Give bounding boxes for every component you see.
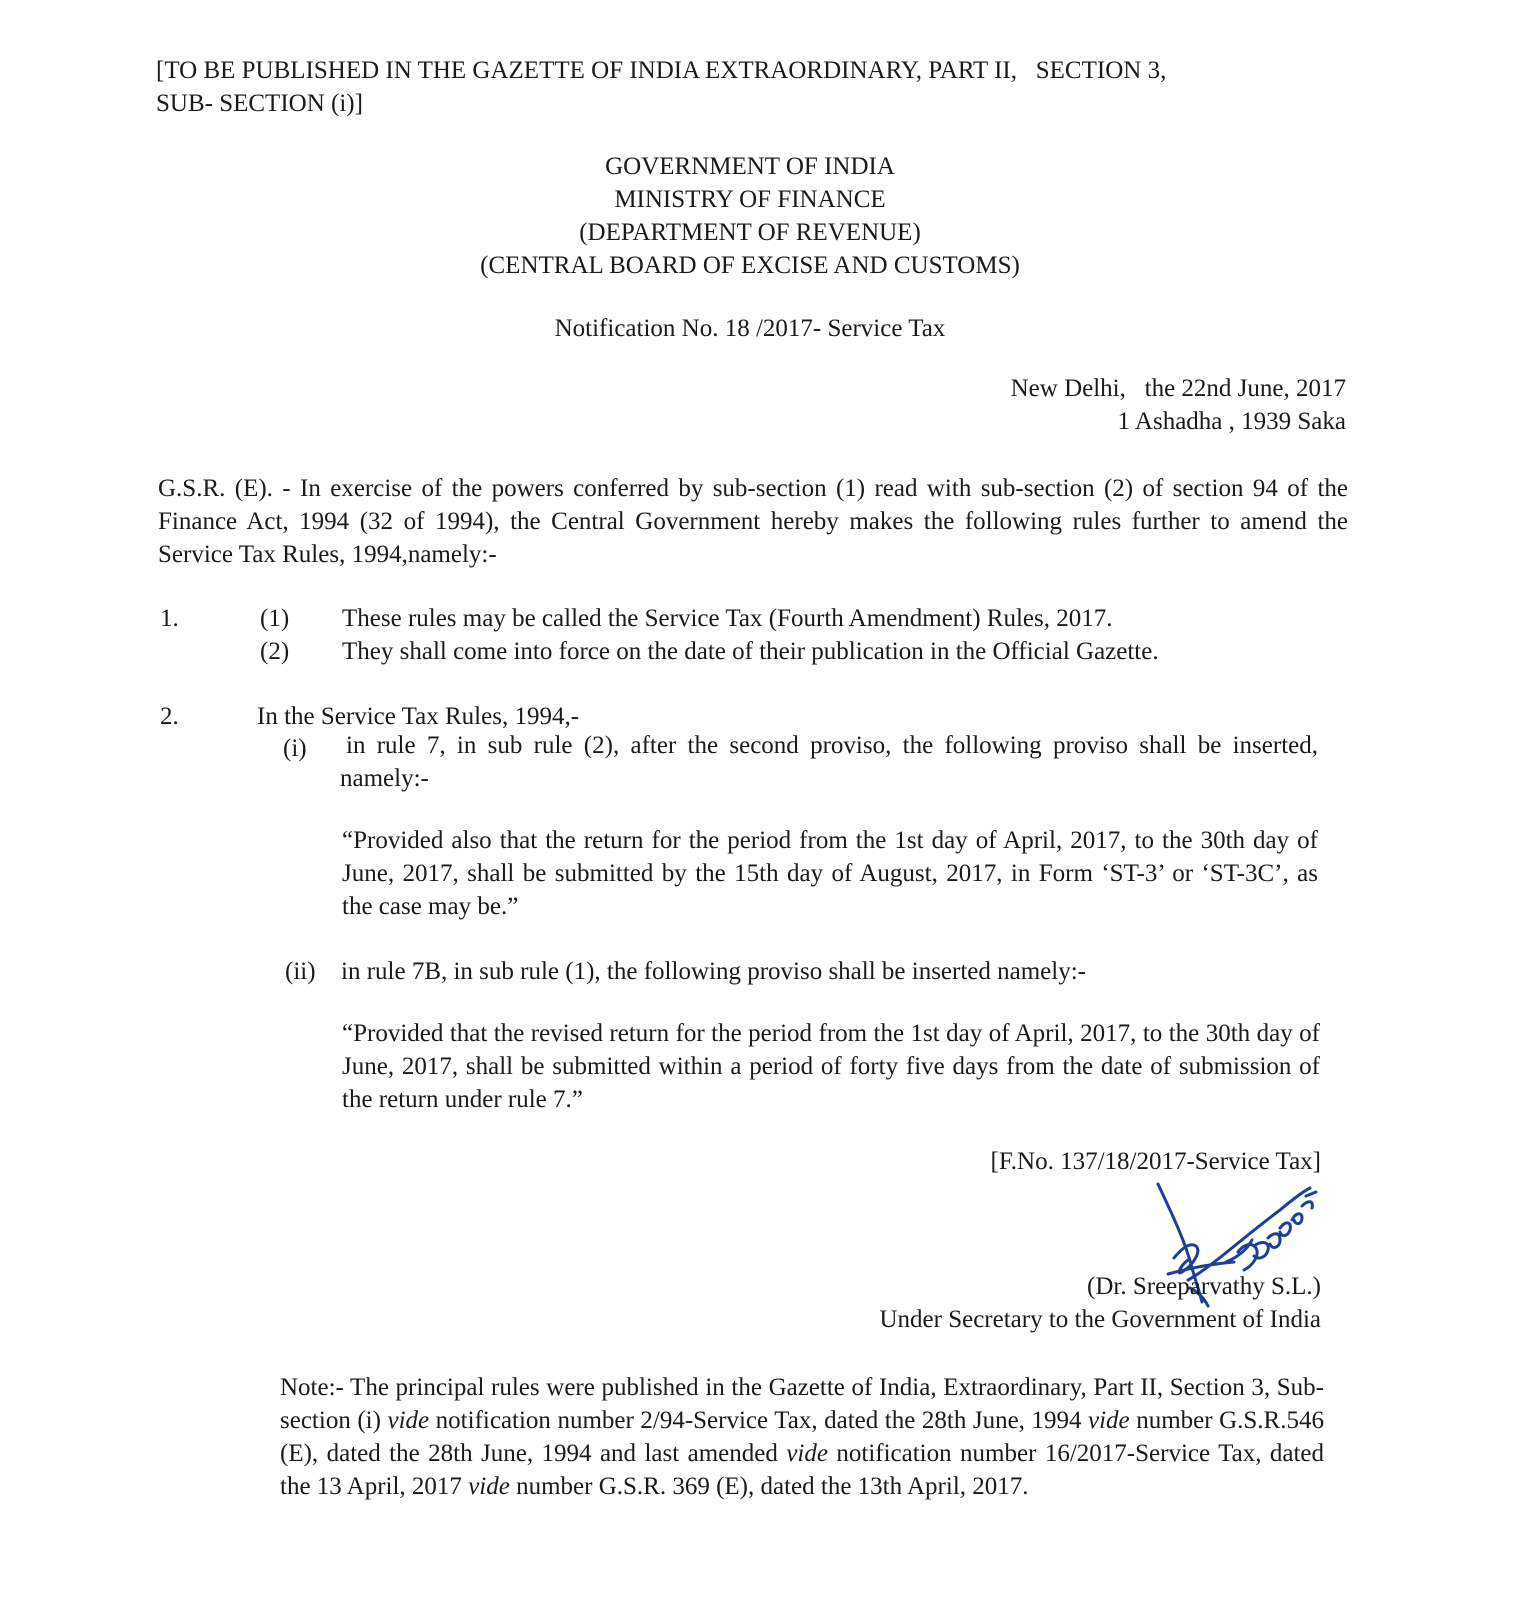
rule1-sub1-text: These rules may be called the Service Tax (Fourth Amendment) Rules, 2017. [342,605,1113,632]
rule2-item1-text: in rule 7, in sub rule (2), after the second proviso, the following proviso shall be inserted, namely:- [340,732,1318,792]
rule1-sub2-text: They shall come into force on the date of their publication in the Official Gazette. [342,638,1159,665]
rule2-proviso1: “Provided also that the return for the period from the 1st day of April, 2017, to the 30th day of June, 2017, shall be submitted by the 15th day of August, 2017, in Form ‘ST-3’ or ‘ST-3C’, as the case may be.” [342,827,1318,920]
rule1-sub1-number: (1) [260,605,290,632]
rule2-item1-number: (i) [283,735,307,762]
notification-number: Notification No. 18 /2017- Service Tax [554,315,946,342]
rule1-sub2-number: (2) [260,638,290,665]
signatory-designation: Under Secretary to the Government of India [879,1306,1321,1333]
rule2-intro: In the Service Tax Rules, 1994,- [257,703,580,730]
date-saka: 1 Ashadha , 1939 Saka [1117,408,1346,435]
file-number: [F.No. 137/18/2017-Service Tax] [990,1148,1321,1175]
rule1-number: 1. [160,605,179,632]
note-vide4: vide [468,1473,510,1500]
note-vide1: vide [387,1407,430,1434]
authority-board: (CENTRAL BOARD OF EXCISE AND CUSTOMS) [480,252,1020,279]
preamble-paragraph: G.S.R. (E). - In exercise of the powers conferred by sub-section (1) read with sub-section (2) of section 94 of the Finance Act, 1994 (32 of 1994), the Central Government hereby makes the following rules further to amend the Service Tax Rules, 1994,namely:- [158,475,1348,568]
date-place: New Delhi, the 22nd June, 2017 [1010,375,1346,402]
rule2-item2-number: (ii) [285,958,316,985]
gazette-header [156,54,1356,120]
date-block [860,372,1346,438]
rule2-number: 2. [160,703,179,730]
note-part4: notification number 16/2017-Service Tax, dated the 13 April, 2017 [280,1440,1325,1500]
note-part5: number G.S.R. 369 (E), dated the 13th April, 2017. [509,1473,1029,1500]
authority-department: (DEPARTMENT OF REVENUE) [579,219,921,246]
gazette-header-line2: SUB- SECTION (i)] [156,90,363,117]
note-vide2: vide [1088,1407,1130,1434]
gazette-header-line1: [TO BE PUBLISHED IN THE GAZETTE OF INDIA EXTRAORDINARY, PART II, SECTION 3, [156,57,1167,84]
note-vide3: vide [786,1440,828,1467]
authority-block [400,150,1100,282]
rule2-item2-text: in rule 7B, in sub rule (1), the following proviso shall be inserted namely:- [341,958,1086,985]
note-part2: notification number 2/94-Service Tax, dated the 28th June, 1994 [429,1407,1089,1434]
authority-ministry: MINISTRY OF FINANCE [614,186,886,213]
rule2-proviso2: “Provided that the revised return for the period from the 1st day of April, 2017, to the 30th day of June, 2017, shall be submitted within a period of forty five days from the date of submission of the return under rule 7.” [342,1020,1320,1113]
note-paragraph [280,1371,1324,1503]
note-part1: Note:- The principal rules were published in the Gazette of India, Extraordinary, Part II, Section 3, Sub-section (i) [280,1374,1324,1434]
note-part3: number G.S.R.546 (E), dated the 28th June, 1994 and last amended [280,1407,1324,1467]
signatory-name: (Dr. Sreeparvathy S.L.) [1087,1273,1321,1300]
authority-government: GOVERNMENT OF INDIA [605,153,895,180]
